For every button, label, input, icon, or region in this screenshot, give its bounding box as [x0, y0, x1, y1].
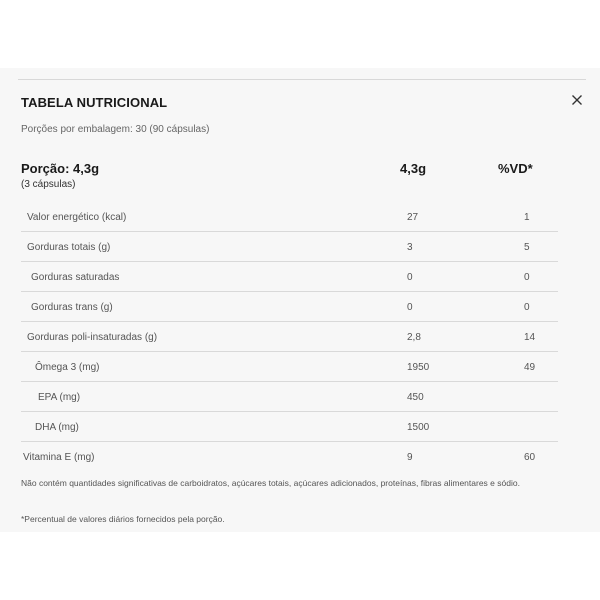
close-icon[interactable] [570, 93, 584, 107]
servings-per-package: Porções por embalagem: 30 (90 cápsulas) [21, 124, 210, 135]
table-row [21, 202, 558, 232]
nutrient-name: Ômega 3 (mg) [35, 362, 100, 373]
nutrient-amount: 450 [407, 392, 424, 403]
nutrient-name: Gorduras poli-insaturadas (g) [27, 332, 158, 343]
table-row [21, 292, 558, 322]
nutrient-vd: 0 [524, 302, 530, 313]
nutrient-name: Gorduras trans (g) [31, 302, 113, 313]
table-row [21, 442, 558, 471]
table-row [21, 262, 558, 292]
modal-title: TABELA NUTRICIONAL [21, 95, 168, 110]
nutrient-vd: 1 [524, 212, 530, 223]
nutrient-amount: 1500 [407, 422, 430, 433]
top-divider [18, 79, 586, 80]
nutrient-vd: 60 [524, 452, 536, 463]
amount-column-header: 4,3g [400, 161, 427, 176]
nutrition-table-modal [0, 68, 600, 532]
table-row [21, 322, 558, 352]
nutrient-amount: 27 [407, 212, 419, 223]
footnote-daily-values: *Percentual de valores diários fornecidos pela porção. [21, 514, 225, 524]
nutrient-vd: 0 [524, 272, 530, 283]
nutrient-name: DHA (mg) [35, 422, 79, 433]
nutrient-name: Gorduras saturadas [31, 272, 120, 283]
nutrient-vd: 14 [524, 332, 536, 343]
nutrient-name: Vitamina E (mg) [23, 452, 95, 463]
nutrient-name: Gorduras totais (g) [27, 242, 111, 253]
portion-sublabel: (3 cápsulas) [21, 179, 76, 190]
nutrient-amount: 2,8 [407, 332, 421, 343]
nutrition-table [21, 202, 558, 471]
table-row [21, 352, 558, 382]
table-row [21, 412, 558, 442]
nutrient-amount: 1950 [407, 362, 430, 373]
portion-label: Porção: 4,3g [21, 161, 100, 176]
footnote-not-significant: Não contém quantidades significativas de carboidratos, açúcares totais, açúcares adicionados, proteínas, fibras alimentares e sódio. [21, 478, 520, 488]
nutrient-vd: 5 [524, 242, 530, 253]
nutrient-amount: 0 [407, 272, 413, 283]
nutrient-name: EPA (mg) [38, 392, 81, 403]
table-row [21, 232, 558, 262]
nutrient-vd: 49 [524, 362, 536, 373]
nutrient-amount: 9 [407, 452, 413, 463]
vd-column-header: %VD* [498, 161, 533, 176]
nutrient-name: Valor energético (kcal) [27, 212, 127, 223]
nutrient-amount: 3 [407, 242, 413, 253]
table-row [21, 382, 558, 412]
nutrient-amount: 0 [407, 302, 413, 313]
